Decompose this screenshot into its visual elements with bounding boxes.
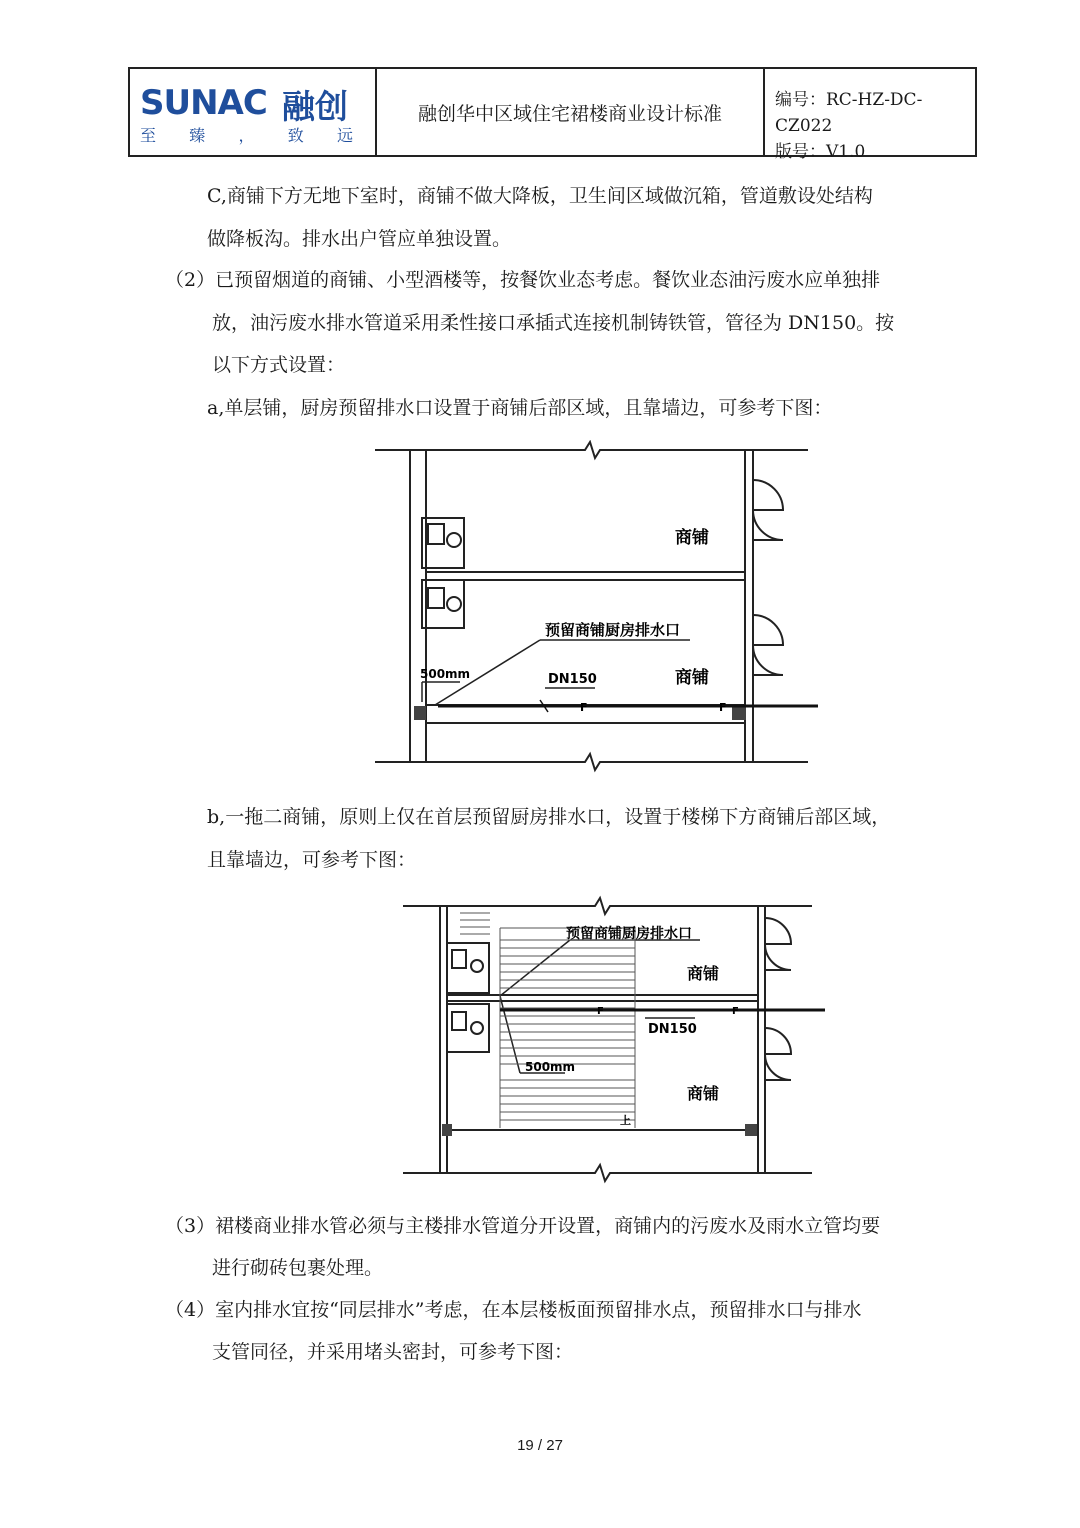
pipe-marker-2: F — [719, 701, 727, 714]
paragraph-c-line1: C,商铺下方无地下室时，商铺不做大降板，卫生间区域做沉箱，管道敷设处结构 — [207, 185, 873, 207]
stair-up-mark: 上 — [620, 1114, 631, 1127]
paragraph-4-line1: （4）室内排水宜按“同层排水”考虑，在本层楼板面预留排水点，预留排水口与排水 — [165, 1299, 862, 1321]
document-title: 融创华中区域住宅裙楼商业设计标准 — [377, 69, 765, 155]
document-version: 版号：V1.0 — [775, 142, 866, 162]
pipe-marker-1: F — [597, 1006, 604, 1017]
pipe-size-label: DN150 — [648, 1022, 697, 1037]
shop-label-lower: 商铺 — [687, 1084, 720, 1103]
company-logo — [130, 69, 377, 155]
pipe-marker-1: F — [580, 701, 588, 714]
shop-label-upper: 商铺 — [687, 964, 720, 983]
document-code: 编号：RC-HZ-DC-CZ022 — [775, 90, 923, 136]
paragraph-3-line2: 进行砌砖包裹处理。 — [212, 1257, 384, 1279]
paragraph-c-line2: 做降板沟。排水出户管应单独设置。 — [207, 228, 512, 250]
shop-label-lower: 商铺 — [675, 668, 709, 688]
document-header — [128, 67, 977, 162]
paragraph-2-line1: （2）已预留烟道的商铺、小型酒楼等，按餐饮业态考虑。餐饮业态油污废水应单独排 — [165, 269, 881, 291]
logo-wordmark: SUNAC — [140, 83, 267, 123]
paragraph-3-line1: （3）裙楼商业排水管必须与主楼排水管道分开设置，商铺内的污废水及雨水立管均要 — [165, 1215, 881, 1237]
logo-chinese: 融创 — [282, 87, 348, 126]
outlet-label: 预留商铺厨房排水口 — [545, 621, 681, 639]
paragraph-b-line2: 且靠墙边，可参考下图： — [207, 849, 417, 871]
figure-two-level-shop — [400, 888, 830, 1188]
page-number: 19 / 27 — [517, 1437, 563, 1454]
pipe-size-label: DN150 — [548, 672, 597, 687]
dimension-label: 500mm — [525, 1060, 576, 1074]
paragraph-b-line1: b,一拖二商铺，原则上仅在首层预留厨房排水口，设置于楼梯下方商铺后部区域， — [207, 806, 891, 828]
outlet-label: 预留商铺厨房排水口 — [566, 926, 692, 942]
paragraph-2-line2: 放，油污废水排水管道采用柔性接口承插式连接机制铸铁管，管径为 DN150。按 — [212, 312, 895, 334]
document-meta — [765, 69, 975, 162]
pipe-marker-2: F — [732, 1006, 739, 1017]
paragraph-2-line3: 以下方式设置： — [212, 354, 346, 376]
paragraph-4-line2: 支管同径，并采用堵头密封，可参考下图： — [212, 1341, 574, 1363]
figure-single-floor-shop — [370, 440, 820, 780]
paragraph-a: a,单层铺，厨房预留排水口设置于商铺后部区域，且靠墙边，可参考下图： — [207, 397, 833, 419]
shop-label-upper: 商铺 — [675, 528, 709, 548]
logo-slogan: 至 臻 ， 致 远 — [140, 126, 353, 145]
dimension-label: 500mm — [420, 667, 471, 681]
